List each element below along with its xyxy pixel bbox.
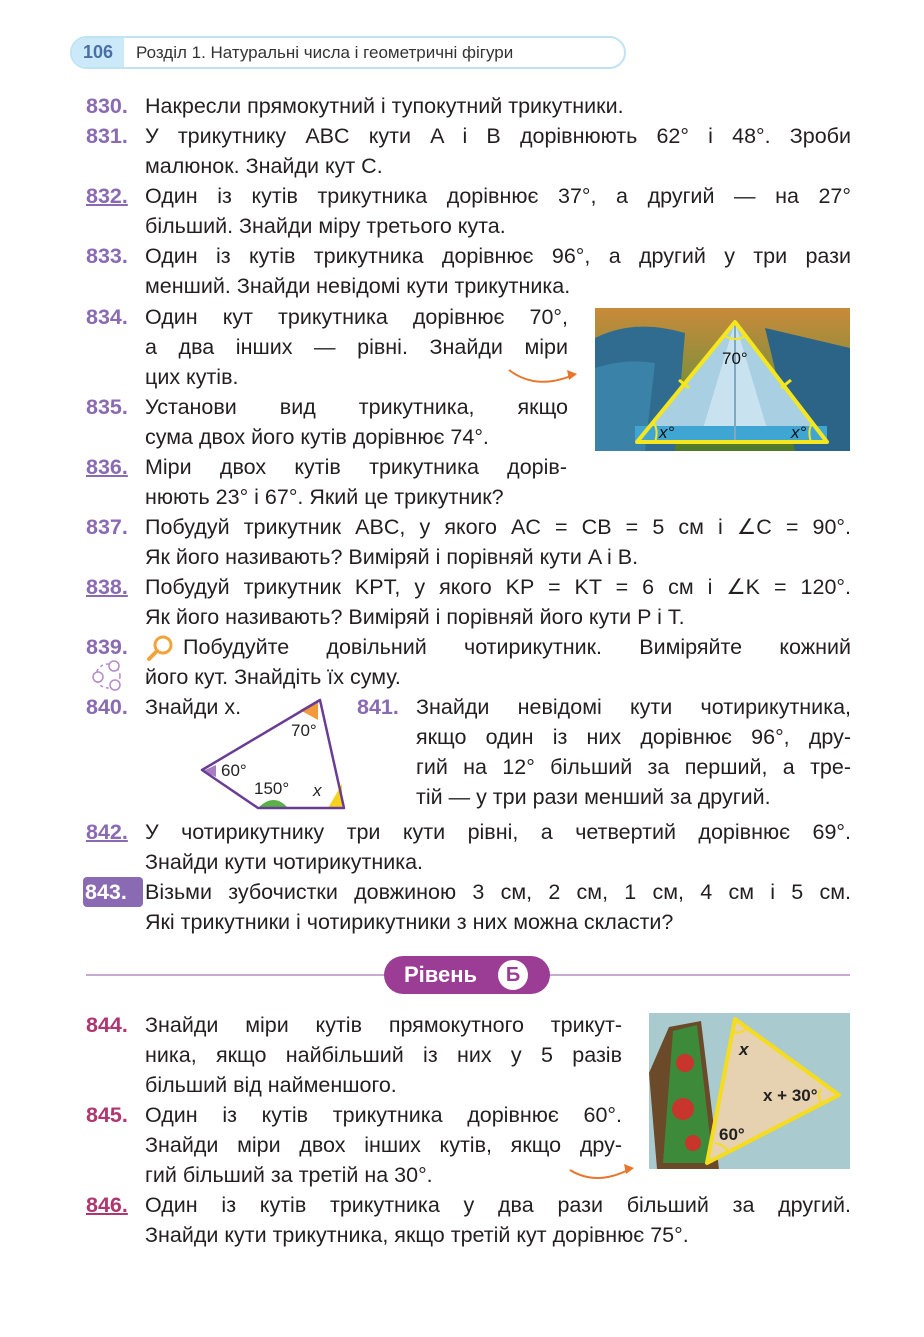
- problem-text: Візьми зубочистки довжиною 3 см, 2 см, 1 см, 4 см і 5 см.: [145, 880, 851, 904]
- problem-number: 842.: [86, 820, 128, 844]
- problem-number: 836.: [86, 455, 128, 479]
- problem-text: Побудуй трикутник KPT, у якого KP = KT = 6 см і ∠K = 120°.: [145, 575, 851, 599]
- problem-text: Знайди невідомі кути чотирикутника,: [416, 695, 851, 719]
- problem-846: [86, 1190, 851, 1250]
- problem-text: Знайди x.: [145, 695, 242, 719]
- problem-number: 837.: [86, 515, 128, 539]
- arrow-icon: [566, 1160, 638, 1186]
- problem-text: У трикутнику ABC кути A і B дорівнюють 62° і 48°. Зроби: [145, 124, 851, 148]
- problem-text: більший. Знайди міру третього кута.: [145, 214, 506, 238]
- problem-844: [86, 1010, 622, 1100]
- problem-838: [86, 572, 851, 632]
- problem-number: 830.: [86, 94, 128, 118]
- problem-number: 834.: [86, 305, 128, 329]
- problem-text: гий на 12° більший за перший, а тре-: [416, 755, 851, 779]
- problem-text: Як його називають? Виміряй і порівняй його кути P і T.: [145, 605, 685, 629]
- sandwich-x-label: x: [739, 1040, 749, 1059]
- problem-text: Один із кутів трикутника у два рази більший за другий.: [145, 1193, 851, 1217]
- tent-top-angle: 70°: [722, 349, 748, 368]
- tent-right-angle: x°: [791, 423, 807, 442]
- problem-number: 841.: [357, 695, 399, 719]
- problem-842: [86, 817, 851, 877]
- problem-text: а два інших — рівні. Знайди міри: [145, 335, 568, 359]
- problem-number: 831.: [86, 124, 128, 148]
- level-label: Рівень: [404, 962, 478, 987]
- problem-text: Установи вид трикутника, якщо: [145, 395, 568, 419]
- problem-number: 843.: [83, 877, 143, 907]
- quadrilateral-figure: [196, 696, 352, 812]
- chapter-title: Розділ 1. Натуральні числа і геометричні фігури: [136, 43, 514, 62]
- problem-text: більший від найменшого.: [145, 1073, 397, 1097]
- problem-text: У чотирикутнику три кути рівні, а четвертий дорівнює 69°.: [145, 820, 851, 844]
- problem-text: Один із кутів трикутника дорівнює 37°, а другий — на 27°: [145, 184, 851, 208]
- problem-text: Побудуйте довільний чотирикутник. Виміряйте кожний: [183, 635, 851, 659]
- problem-text: Які трикутники і чотирикутники з них можна скласти?: [145, 910, 674, 934]
- problem-832: [86, 181, 851, 241]
- sandwich-photo: [649, 1013, 850, 1169]
- problem-text: якщо один із них дорівнює 96°, дру-: [416, 725, 851, 749]
- problem-837: [86, 512, 851, 572]
- problem-number: 838.: [86, 575, 128, 599]
- problem-text: тій — у три рази менший за другий.: [416, 785, 771, 809]
- problem-number: 846.: [86, 1193, 128, 1217]
- problem-text: Знайди кути чотирикутника.: [145, 850, 424, 874]
- problem-text: нюють 23° і 67°. Який це трикутник?: [145, 485, 504, 509]
- problem-text: Знайди міри двох інших кутів, якщо дру-: [145, 1133, 622, 1157]
- arrow-icon: [505, 362, 581, 390]
- sandwich-x30-label: x + 30°: [763, 1086, 818, 1105]
- problem-text: Міри двох кутів трикутника дорів-: [145, 455, 567, 479]
- problem-839: [86, 632, 851, 692]
- problem-833: [86, 241, 851, 301]
- tent-left-angle: x°: [659, 423, 675, 442]
- problem-text: гий більший за третій на 30°.: [145, 1163, 433, 1187]
- problem-text: малюнок. Знайди кут C.: [145, 154, 383, 178]
- problem-text: Один із кутів трикутника дорівнює 96°, а другий у три рази: [145, 244, 851, 268]
- problem-text: Знайди міри кутів прямокутного трикут-: [145, 1013, 622, 1037]
- problem-834: [86, 302, 568, 392]
- angle-150-label: 150°: [254, 779, 290, 798]
- page-number: 106: [72, 38, 124, 67]
- problem-text: Один кут трикутника дорівнює 70°,: [145, 305, 568, 329]
- angle-x-label: x: [313, 781, 322, 800]
- problem-number: 840.: [86, 695, 128, 719]
- problem-text: Один із кутів трикутника дорівнює 60°.: [145, 1103, 622, 1127]
- problem-number: 845.: [86, 1103, 128, 1127]
- problem-number: 833.: [86, 244, 128, 268]
- problem-number: 832.: [86, 184, 128, 208]
- problem-number: 844.: [86, 1013, 128, 1037]
- angle-60-label: 60°: [221, 761, 247, 780]
- problem-text: менший. Знайди невідомі кути трикутника.: [145, 274, 571, 298]
- problem-text: ника, якщо найбільший із них у 5 разів: [145, 1043, 622, 1067]
- problem-text: Знайди кути трикутника, якщо третій кут дорівнює 75°.: [145, 1223, 689, 1247]
- problem-841: [357, 692, 851, 812]
- problem-number: 835.: [86, 395, 128, 419]
- problem-835: [86, 392, 568, 452]
- angle-70-label: 70°: [291, 721, 317, 740]
- problem-831: [86, 121, 851, 181]
- problem-text: сума двох його кутів дорівнює 74°.: [145, 425, 489, 449]
- level-letter: Б: [498, 960, 528, 990]
- problem-text: його кут. Знайдіть їх суму.: [145, 665, 401, 689]
- tent-photo: [595, 308, 850, 451]
- magnifier-icon: [146, 634, 176, 662]
- problem-text: Накресли прямокутний і тупокутний трикутники.: [145, 94, 624, 118]
- sandwich-60-label: 60°: [719, 1125, 745, 1144]
- problem-843: [86, 877, 851, 937]
- problem-number: 839.: [86, 635, 128, 659]
- group-work-icon: [88, 660, 128, 692]
- problem-text: цих кутів.: [145, 365, 239, 389]
- problem-845: [86, 1100, 622, 1190]
- problem-836: [86, 452, 586, 512]
- level-badge: [384, 956, 550, 994]
- problem-text: Як його називають? Виміряй і порівняй кути A і B.: [145, 545, 639, 569]
- problem-830: [86, 91, 851, 121]
- problem-text: Побудуй трикутник ABC, у якого AC = CB = 5 см і ∠C = 90°.: [145, 515, 851, 539]
- page-header: [70, 36, 626, 69]
